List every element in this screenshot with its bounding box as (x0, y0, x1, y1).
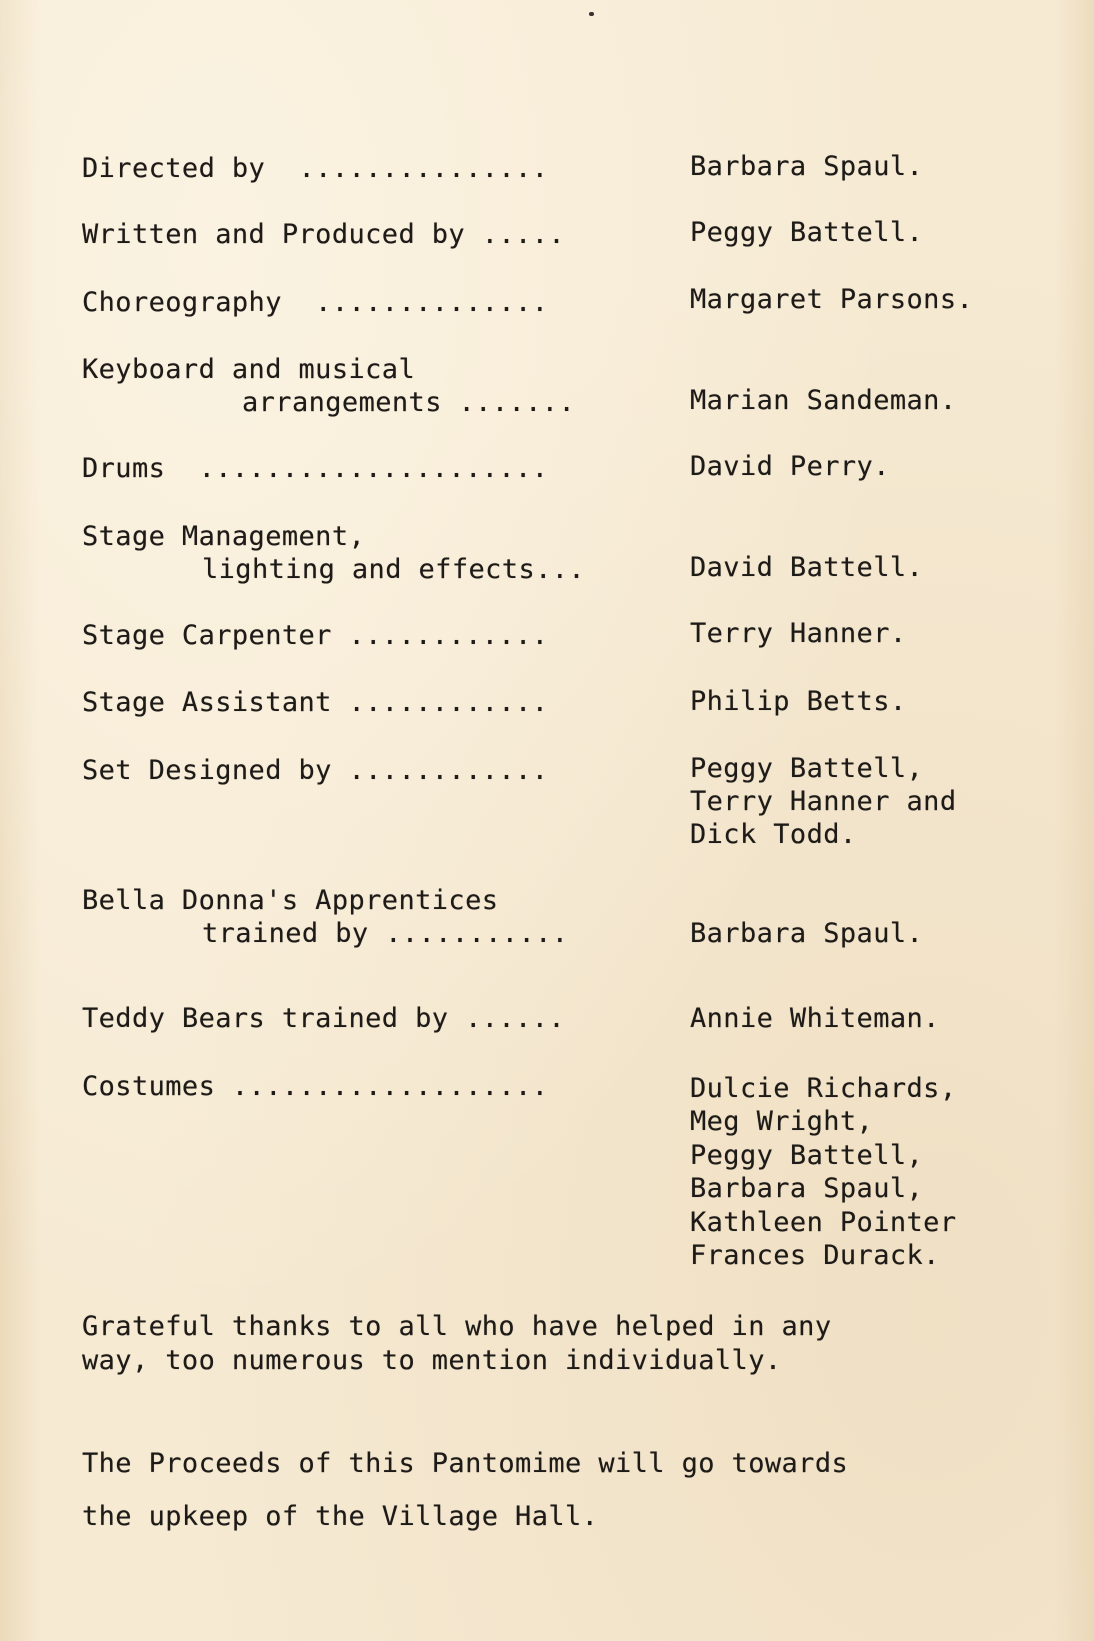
credit-role-written: Written and Produced by ..... (82, 219, 566, 250)
credit-name-stage-carpenter: Terry Hanner. (690, 618, 907, 649)
credit-name-apprentices: Barbara Spaul. (690, 918, 924, 949)
credit-role-stage-assistant: Stage Assistant ............ (82, 687, 549, 718)
credit-name-set-design-2: Terry Hanner and (690, 786, 957, 817)
credit-name-keyboard: Marian Sandeman. (690, 385, 957, 416)
proceeds-line-1: The Proceeds of this Pantomime will go towards (82, 1448, 849, 1479)
credit-name-costumes-4: Barbara Spaul, (690, 1173, 924, 1204)
thanks-line-1: Grateful thanks to all who have helped in any (82, 1311, 832, 1342)
credit-name-set-design-1: Peggy Battell, (690, 753, 924, 784)
credit-role-stage-management-line2: lighting and effects... (202, 554, 586, 585)
credit-name-stage-management: David Battell. (690, 552, 924, 583)
credit-name-teddy-bears: Annie Whiteman. (690, 1003, 940, 1034)
credit-role-teddy-bears: Teddy Bears trained by ...... (82, 1003, 566, 1034)
credit-name-choreography: Margaret Parsons. (690, 284, 974, 315)
credit-name-written: Peggy Battell. (690, 217, 924, 248)
credit-role-stage-carpenter: Stage Carpenter ............ (82, 620, 549, 651)
credit-role-choreography: Choreography .............. (82, 287, 549, 318)
credit-role-apprentices-line1: Bella Donna's Apprentices (82, 885, 499, 916)
credit-name-drums: David Perry. (690, 451, 890, 482)
credit-name-costumes-1: Dulcie Richards, (690, 1073, 957, 1104)
credit-name-directed: Barbara Spaul. (690, 151, 924, 182)
credit-role-keyboard-line1: Keyboard and musical (82, 354, 416, 385)
credit-role-apprentices-line2: trained by ........... (202, 918, 569, 949)
credit-name-set-design-3: Dick Todd. (690, 819, 857, 850)
credit-role-directed: Directed by ............... (82, 153, 549, 184)
thanks-line-2: way, too numerous to mention individually. (82, 1345, 782, 1376)
credit-name-costumes-3: Peggy Battell, (690, 1140, 924, 1171)
credit-role-drums: Drums ..................... (82, 453, 549, 484)
credit-name-costumes-5: Kathleen Pointer (690, 1207, 957, 1238)
credit-role-set-design: Set Designed by ............ (82, 755, 549, 786)
top-ink-mark (589, 12, 594, 16)
credit-name-stage-assistant: Philip Betts. (690, 686, 907, 717)
credit-name-costumes-2: Meg Wright, (690, 1106, 874, 1137)
credit-role-stage-management-line1: Stage Management, (82, 521, 366, 552)
credit-name-costumes-6: Frances Durack. (690, 1240, 940, 1271)
proceeds-line-2: the upkeep of the Village Hall. (82, 1501, 599, 1532)
credit-role-keyboard-line2: arrangements ....... (242, 387, 576, 418)
credit-role-costumes: Costumes ................... (82, 1071, 549, 1102)
